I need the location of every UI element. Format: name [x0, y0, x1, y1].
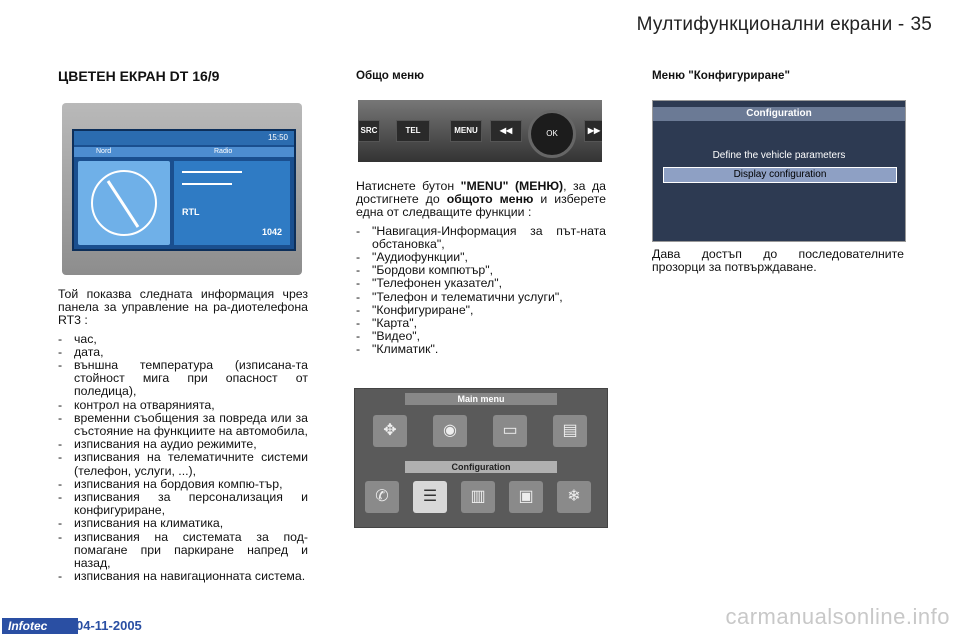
config-description: Дава достъп до последователните прозорци за потвърждаване.	[652, 247, 904, 275]
page-number: 35	[910, 14, 932, 35]
intro-text: Натиснете бутон	[356, 179, 461, 193]
list-item: - изписвания на навигационната система.	[58, 570, 308, 583]
intro-text: , за да достигнете до	[356, 179, 606, 207]
main-menu-list	[356, 225, 606, 357]
climate-icon: ❄	[557, 481, 591, 513]
dt-status-bar	[74, 131, 294, 145]
list-item: - изписвания на аудио режимите,	[58, 438, 308, 451]
intro-bold: "MENU" (МЕНЮ)	[460, 179, 564, 193]
telephone-icon: ✆	[365, 481, 399, 513]
list-item: - "Конфигуриране",	[356, 304, 606, 317]
config-display: Display configuration	[663, 167, 897, 183]
list-item: - изписвания на телематичните системи (телефон, услуги, ...),	[58, 451, 308, 477]
computer-icon: ▭	[493, 415, 527, 447]
list-item: - "Телефон и телематични услуги",	[356, 291, 606, 304]
audio-icon: ◉	[433, 415, 467, 447]
dt-radio-pane	[174, 161, 290, 245]
rewind-button: ◀◀	[490, 120, 522, 142]
section-heading-configuration: Меню "Конфигуриране"	[652, 69, 790, 82]
dt-line	[182, 183, 232, 185]
dt-line	[182, 171, 242, 173]
dt-time: 15:50	[267, 133, 288, 142]
watermark: carmanualsonline.info	[725, 604, 950, 629]
list-item: - външна температура (изписана-та стойност мига при опасност от поледица),	[58, 359, 308, 399]
list-item: - "Аудиофункции",	[356, 251, 606, 264]
infotec-badge: Infotec	[2, 618, 78, 634]
list-item: - "Видео",	[356, 330, 606, 343]
column-1-text	[58, 288, 308, 583]
menu-button: MENU	[450, 120, 482, 142]
video-icon: ▣	[509, 481, 543, 513]
config-vehicle-params: Define the vehicle parameters	[712, 150, 846, 161]
intro-text: и изберете една от следващите функции :	[356, 192, 606, 220]
footer-date: 04-11-2005	[76, 618, 142, 633]
navigation-icon: ✥	[373, 415, 407, 447]
map-icon: ▥	[461, 481, 495, 513]
list-item: - "Климатик".	[356, 343, 606, 356]
section-heading-dt-screen: ЦВЕТЕН ЕКРАН DT 16/9	[58, 68, 220, 84]
page-header	[631, 14, 932, 36]
list-item: - "Бордови компютър",	[356, 264, 606, 277]
list-item: - час,	[58, 333, 308, 346]
dt-intro: Той показва следната информация чрез панела за управление на ра-диотелефона RT3 :	[58, 287, 308, 328]
list-item: - контрол на отварянията,	[58, 399, 308, 412]
control-panel-photo	[358, 100, 602, 162]
dt-frequency: 1042	[261, 227, 282, 237]
selected-menu-label: Configuration	[405, 461, 557, 473]
section-heading-main-menu: Общо меню	[356, 69, 425, 82]
directory-icon: ▤	[553, 415, 587, 447]
compass-icon	[78, 161, 170, 245]
dt-screen-photo	[62, 103, 302, 275]
dt-tab-right: Radio	[214, 148, 233, 155]
main-menu-screen	[354, 388, 608, 528]
list-item: - изписвания на системата за под-помагане при паркиране напред и назад,	[58, 531, 308, 571]
tel-button: TEL	[396, 120, 430, 142]
list-item: - "Карта",	[356, 317, 606, 330]
main-menu-intro	[356, 180, 606, 220]
src-button: SRC	[358, 120, 380, 142]
header-title: Мултифункционални екрани -	[636, 14, 905, 35]
forward-button: ▶▶	[584, 120, 602, 142]
dt-display	[72, 129, 296, 251]
list-item: - изписвания на бордовия компю-тър,	[58, 478, 308, 491]
list-item: - "Навигация-Информация за път-ната обстановка",	[356, 225, 606, 251]
config-title: Configuration	[653, 107, 905, 121]
dt-feature-list	[58, 333, 308, 584]
list-item: - дата,	[58, 346, 308, 359]
configuration-screen	[652, 100, 906, 242]
dt-station: RTL	[182, 207, 200, 217]
column-2-text	[356, 180, 606, 357]
list-item: - изписвания за персонализация и конфигуриране,	[58, 491, 308, 517]
list-item: - "Телефонен указател",	[356, 277, 606, 290]
main-menu-title: Main menu	[405, 393, 557, 405]
ok-knob: OK	[528, 110, 576, 158]
intro-bold: общото меню	[446, 192, 534, 207]
dt-tab-left: Nord	[96, 148, 112, 155]
list-item: - изписвания на климатика,	[58, 517, 308, 530]
list-item: - временни съобщения за повреда или за състояние на функциите на автомобила,	[58, 412, 308, 438]
configuration-icon: ☰	[413, 481, 447, 513]
column-3-text	[652, 248, 904, 274]
dt-map-pane	[78, 161, 170, 245]
dt-tabs	[74, 147, 294, 157]
